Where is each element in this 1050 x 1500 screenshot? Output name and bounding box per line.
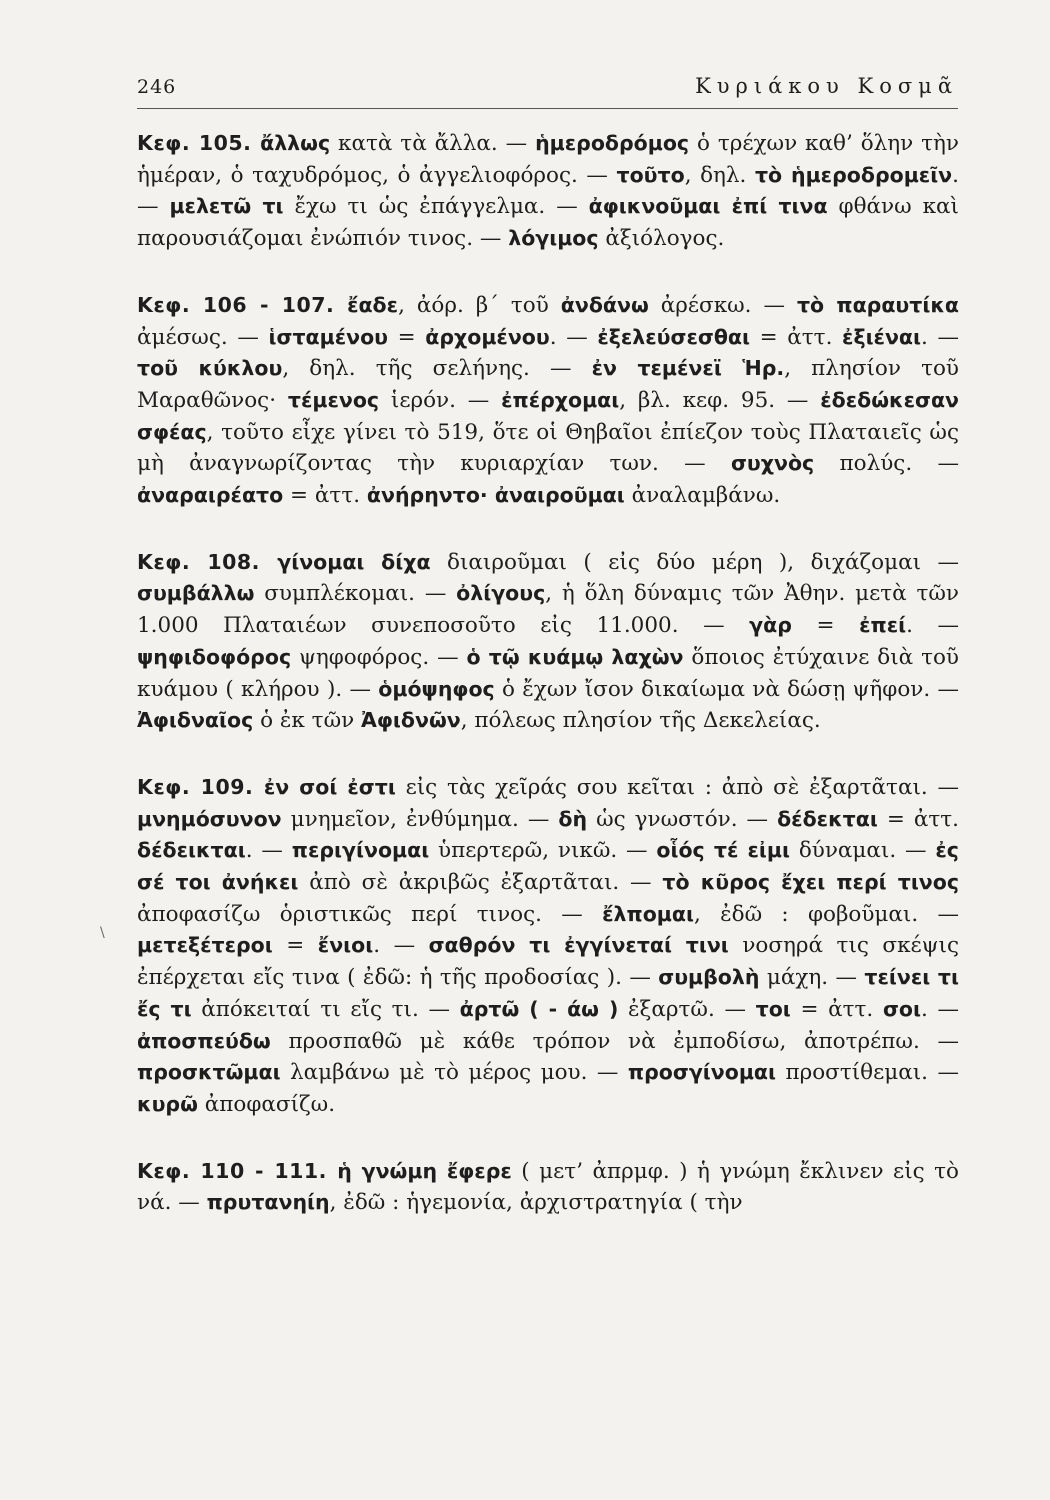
chapter-heading: Κεφ. 106 - 107. bbox=[137, 292, 348, 317]
lemma: ἀναραιρέατο bbox=[137, 483, 284, 508]
lemma: ἐδεδώκεσαν σφέας bbox=[137, 387, 959, 444]
lemma: ἐν σοί ἐστι bbox=[263, 774, 396, 799]
gloss-text: = ἀττ. bbox=[877, 806, 960, 832]
lemma: περιγίνομαι bbox=[291, 838, 430, 863]
lemma: ἔλπομαι bbox=[602, 901, 694, 926]
lemma: πρυτανηίη bbox=[206, 1190, 330, 1215]
gloss-text: , ἐδῶ : ἡγεμονία, ἀρχιστρατηγία ( τὴν bbox=[329, 1190, 743, 1216]
gloss-text: = ἀττ. bbox=[283, 483, 367, 509]
gloss-text: , δηλ. τῆς σελήνης. — bbox=[282, 356, 592, 382]
gloss-text: φθάνω καὶ παρουσιάζομαι ἐνώπιόν τινος. — bbox=[137, 194, 959, 252]
lemma: ἡ γνώμη ἔφερε bbox=[337, 1158, 512, 1183]
lemma: ἔνιοι bbox=[317, 933, 374, 958]
gloss-text: δύναμαι. — bbox=[789, 838, 936, 864]
chapter-heading: Κεφ. 110 - 111. bbox=[137, 1158, 338, 1183]
lemma: τὸ ἡμεροδρομεῖν bbox=[754, 162, 953, 187]
gloss-text: , βλ. κεφ. 95. — bbox=[619, 387, 821, 413]
gloss-text: ἱερόν. — bbox=[379, 387, 502, 413]
lemma: ὁ τῷ κυάμῳ λαχὼν bbox=[466, 644, 684, 669]
gloss-text: . — bbox=[921, 324, 959, 350]
gloss-text: ἀποφασίζω. bbox=[197, 1091, 336, 1117]
gloss-text: , πόλεως πλησίον τῆς Δεκελείας. bbox=[460, 708, 821, 734]
lemma: μετεξέτεροι bbox=[137, 933, 273, 958]
chapter-heading: Κεφ. 108. bbox=[137, 549, 278, 574]
page-header bbox=[137, 68, 958, 109]
lemma: τοῦτο bbox=[616, 162, 685, 187]
lemma: τὸ παραυτίκα bbox=[796, 292, 959, 317]
lemma: τοῦ κύκλου bbox=[137, 356, 283, 381]
gloss-text: λαμβάνω μὲ τὸ μέρος μου. — bbox=[280, 1060, 628, 1086]
gloss-text: = ἀττ. bbox=[790, 996, 883, 1022]
paragraph-ch105 bbox=[137, 128, 959, 255]
lemma: μνημόσυνον bbox=[137, 806, 282, 831]
gloss-text: ἀρέσκω. — bbox=[648, 292, 797, 318]
paragraph-ch106-107 bbox=[137, 290, 959, 512]
commentary-body bbox=[137, 128, 959, 1254]
lemma: ἀρχομένου bbox=[425, 324, 550, 349]
lemma: ὁμόψηφος bbox=[378, 676, 495, 701]
gloss-text: ( μετ’ ἀπρμφ. ) ἡ γνώμη ἔκλινεν εἰς τὸ νά. — bbox=[137, 1158, 959, 1216]
gloss-text: = bbox=[388, 324, 426, 350]
lemma: ἄλλως bbox=[260, 131, 331, 155]
gloss-text: μνημεῖον, ἐνθύμημα. — bbox=[281, 806, 559, 832]
lemma: ἱσταμένου bbox=[268, 324, 388, 349]
lemma: ψηφιδοφόρος bbox=[137, 644, 292, 669]
lemma: ἀνήρηντο· ἀναιροῦμαι bbox=[366, 483, 625, 508]
lemma: τοι bbox=[755, 996, 791, 1021]
gloss-text: = ἀττ. bbox=[750, 324, 843, 350]
lemma: Ἀφιδνῶν bbox=[361, 708, 461, 733]
gloss-text: . — bbox=[137, 162, 959, 220]
lemma: συμβολὴ bbox=[658, 965, 760, 990]
gloss-text: ἀμέσως. — bbox=[137, 324, 269, 350]
gloss-text: ὁ ἐκ τῶν bbox=[253, 708, 362, 734]
gloss-text: συμπλέκομαι. — bbox=[254, 581, 457, 607]
gloss-text: ὅποιος ἐτύχαινε διὰ τοῦ κυάμου ( κλήρου ). — bbox=[137, 644, 959, 702]
lemma: κυρῶ bbox=[137, 1091, 198, 1116]
gloss-text: . — bbox=[549, 324, 598, 350]
gloss-text: προσπαθῶ μὲ κάθε τρόπον νὰ ἐμποδίσω, ἀποτρέπω. — bbox=[270, 1028, 959, 1054]
gloss-text: , πλησίον τοῦ Μαραθῶνος· bbox=[137, 356, 959, 413]
lemma: γὰρ bbox=[749, 613, 792, 638]
lemma: ἀποσπεύδω bbox=[137, 1028, 271, 1053]
gloss-text: , ἐδῶ : φοβοῦμαι. — bbox=[693, 901, 959, 927]
gloss-text: ὁ τρέχων καθ’ ὅλην τὴν ἡμέραν, ὁ ταχυδρόμος, ὁ ἀγγελιοφόρος. — bbox=[137, 131, 959, 188]
gloss-text: . — bbox=[920, 996, 959, 1022]
lemma: δέδεκται bbox=[777, 806, 878, 831]
paragraph-ch108 bbox=[137, 547, 959, 737]
gloss-text: ἐξαρτῶ. — bbox=[618, 996, 756, 1022]
lemma: συχνὸς bbox=[730, 451, 815, 476]
lemma: ἡμεροδρόμος bbox=[535, 131, 690, 155]
gloss-text: ψηφοφόρος. — bbox=[291, 644, 467, 670]
lemma: σαθρόν τι ἐγγίνεταί τινι bbox=[428, 933, 729, 958]
lemma: λόγιμος bbox=[508, 226, 599, 251]
gloss-text: , ἀόρ. β΄ τοῦ bbox=[398, 292, 561, 318]
chapter-heading: Κεφ. 105. bbox=[137, 131, 261, 155]
lemma: ἀρτῶ ( - άω ) bbox=[459, 996, 619, 1021]
lemma: γίνομαι δίχα bbox=[277, 549, 431, 574]
gloss-text: ἔχω τι ὡς ἐπάγγελμα. — bbox=[283, 194, 589, 220]
lemma: τὸ κῦρος ἔχει περί τινος bbox=[662, 870, 960, 895]
lemma: τείνει τι ἔς τι bbox=[137, 965, 959, 1021]
gloss-text: ἀπὸ σὲ ἀκριβῶς ἐξαρτᾶται. — bbox=[298, 870, 663, 896]
gloss-text: ὡς γνωστόν. — bbox=[587, 806, 778, 832]
gloss-text: πολύς. — bbox=[814, 451, 959, 477]
lemma: ἐπέρχομαι bbox=[501, 387, 620, 412]
gloss-text: , ἡ ὅλη δύναμις τῶν Ἀθην. μετὰ τῶν 1.000 Πλαταιέων συνεποσοῦτο εἰς 11.000. — bbox=[137, 581, 959, 639]
gloss-text: , δηλ. bbox=[684, 162, 755, 188]
lemma: προσκτῶμαι bbox=[137, 1060, 281, 1085]
gloss-text: ὑπερτερῶ, νικῶ. — bbox=[429, 838, 657, 864]
paragraph-ch109 bbox=[137, 772, 959, 1121]
lemma: προσγίνομαι bbox=[627, 1060, 776, 1085]
gloss-text: ἀναλαμβάνω. bbox=[624, 483, 781, 509]
lemma: ἔαδε bbox=[347, 292, 399, 317]
gloss-text: ἀποφασίζω ὁριστικῶς περί τινος. — bbox=[137, 901, 603, 927]
gloss-text: . — bbox=[245, 838, 292, 864]
lemma: οἷός τέ εἰμι bbox=[656, 838, 790, 863]
gloss-text: ἀξιόλογος. bbox=[598, 226, 725, 252]
lemma: ἀφικνοῦμαι ἐπί τινα bbox=[588, 194, 828, 219]
margin-mark: \ bbox=[100, 925, 105, 941]
lemma: συμβάλλω bbox=[137, 581, 255, 606]
gloss-text: ἀπόκειταί τι εἴς τι. — bbox=[191, 996, 460, 1022]
gloss-text: διαιροῦμαι ( εἰς δύο μέρη ), διχάζομαι — bbox=[430, 549, 959, 575]
gloss-text: = bbox=[272, 933, 318, 959]
lemma: τέμενος bbox=[287, 387, 380, 412]
lemma: Ἀφιδναῖος bbox=[137, 708, 254, 733]
gloss-text: . — bbox=[373, 933, 429, 959]
page-number: 246 bbox=[137, 76, 177, 98]
lemma: δέδεικται bbox=[137, 838, 246, 863]
lemma: ἐς σέ τοι ἀνήκει bbox=[137, 838, 959, 895]
lemma: δὴ bbox=[558, 806, 588, 831]
gloss-text: ὁ ἔχων ἴσον δικαίωμα νὰ δώσῃ ψῆφον. — bbox=[494, 676, 959, 702]
gloss-text: μάχη. — bbox=[759, 965, 865, 991]
running-title: Κυριάκου Κοσμᾶ bbox=[695, 74, 958, 98]
lemma: ὀλίγους bbox=[456, 581, 546, 606]
gloss-text: προστίθεμαι. — bbox=[776, 1060, 959, 1086]
chapter-heading: Κεφ. 109. bbox=[137, 774, 264, 799]
lemma: ἐπεί bbox=[859, 613, 907, 638]
gloss-text: εἰς τὰς χεῖράς σου κεῖται : ἀπὸ σὲ ἐξαρτᾶται. — bbox=[395, 774, 959, 800]
gloss-text: , τοῦτο εἶχε γίνει τὸ 519, ὅτε οἱ Θηβαῖοι ἐπίεζον τοὺς Πλαταιεῖς ὡς μὴ ἀναγνωρίζοντας τὴν κυριαρχίαν των. — bbox=[137, 419, 959, 477]
gloss-text: . — bbox=[906, 613, 959, 639]
gloss-text: νοσηρά τις σκέψις ἐπέρχεται εἴς τινα ( ἐδῶ: ἡ τῆς προδοσίας ). — bbox=[137, 933, 960, 991]
lemma: ἐξιέναι bbox=[842, 324, 922, 349]
lemma: ἐξελεύσεσθαι bbox=[597, 324, 750, 349]
gloss-text: κατὰ τὰ ἄλλα. — bbox=[330, 131, 536, 156]
lemma: σοι bbox=[882, 996, 921, 1021]
lemma: ἐν τεμένεϊ Ἡρ. bbox=[591, 356, 785, 381]
lemma: ἀνδάνω bbox=[560, 292, 649, 317]
gloss-text: = bbox=[791, 613, 860, 639]
paragraph-ch110-111 bbox=[137, 1156, 959, 1219]
lemma: μελετῶ τι bbox=[169, 194, 284, 219]
